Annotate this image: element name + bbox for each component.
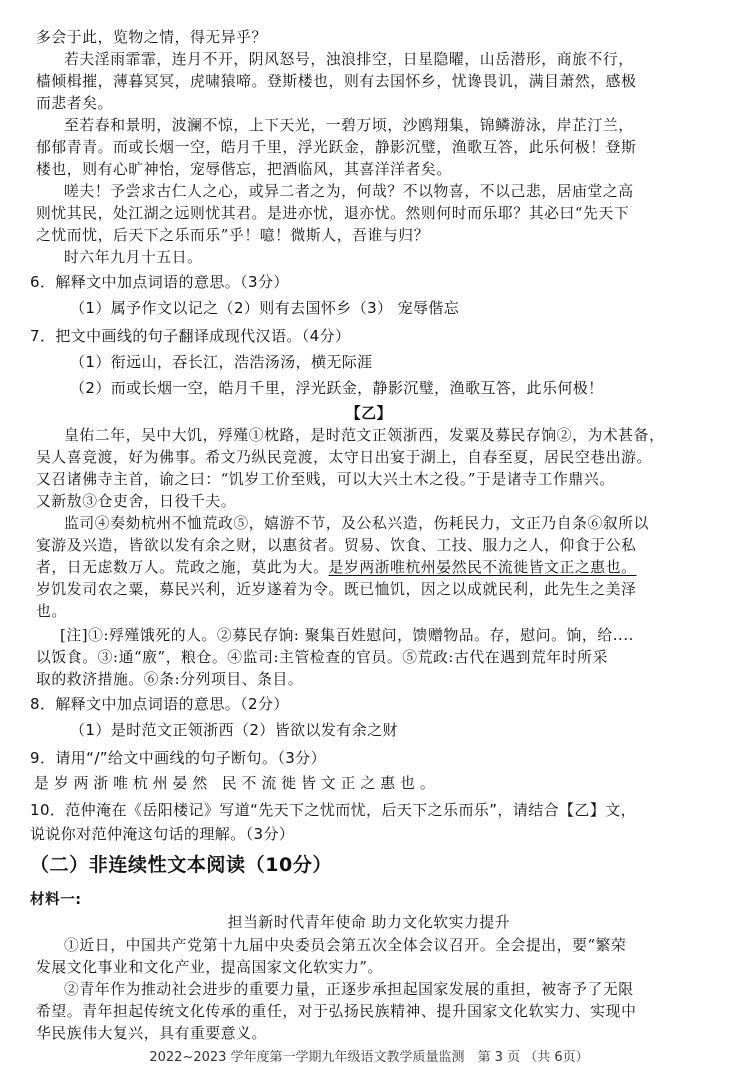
passage-b-line <box>36 557 637 579</box>
passage-a-line: 樯倾楫摧，薄暮冥冥，虎啸猿啼。登斯楼也，则有去国怀乡，忧谗畏讥，满目萧然，感极 <box>36 73 637 90</box>
material-1-line: 发展文化事业和文化产业，提高国家文化软实力”。 <box>36 959 383 976</box>
passage-b-line: 皇佑二年，吴中大饥，殍殣①枕路，是时范文正领浙西，发粟及募民存饷②，为术甚备， <box>64 427 665 444</box>
question-7-item-2: （2）而或长烟一空，皓月千里，浮光跃金，静影沉璧，渔歌互答，此乐何极！ <box>70 379 604 397</box>
passage-b-line: 又召诸佛寺主首，谕之曰：“饥岁工价至贱，可以大兴土木之役。”于是诸寺工作鼎兴。 <box>36 471 615 488</box>
passage-a-line: 则忧其民，处江湖之远则忧其君。是进亦忧，退亦忧。然则何时而乐耶？其必曰“先天下 <box>36 205 630 222</box>
question-9-sentence: 是岁两浙唯杭州晏然 民不流徙皆文正之惠也。 <box>34 775 440 792</box>
question-10-line: 说说你对范仲淹这句话的理解。（3分） <box>30 825 295 843</box>
passage-b-title: 【乙】 <box>345 405 393 422</box>
material-1-line: ②青年作为推动社会进步的重要力量，正逐步承担起国家发展的重担，被寄予了无限 <box>64 981 634 998</box>
section-2-title: （二）非连续性文本阅读（10分） <box>30 854 333 876</box>
notes-line: 取的救济措施。⑥条:分列项目、条目。 <box>36 671 304 688</box>
passage-b-line: 岁饥发司农之粟，募民兴利，近岁遂着为令。既已恤饥，因之以成就民利，此先生之美泽 <box>36 581 637 598</box>
passage-b-line: 又新敖③仓吏舍，日役千夫。 <box>36 493 237 510</box>
passage-b-text: 者，日无虑数万人。荒政之施，莫此为大。 <box>36 559 329 576</box>
passage-b-line: 也。 <box>36 603 67 620</box>
passage-a-line: 而悲者矣。 <box>36 95 113 112</box>
notes-line: [注]①:殍殣饿死的人。②募民存饷: 聚集百姓慰问，馈赠物品。存，慰问。饷，给.... <box>60 627 634 644</box>
question-6-items: （1）属予作文以记之（2）则有去国怀乡（3） 宠辱偕忘 <box>70 299 460 317</box>
notes-line: 以饭食。③:通“廒”，粮仓。④监司:主管检查的官员。⑤荒政:古代在遇到荒年时所采 <box>36 649 608 666</box>
passage-a-line: 至若春和景明，波澜不惊，上下天光，一碧万顷，沙鸥翔集，锦鳞游泳，岸芷汀兰， <box>64 117 634 134</box>
passage-b-line: 吴人喜竞渡，好为佛事。希文乃纵民竞渡，太守日出宴于湖上，自春至夏，居民空巷出游。 <box>36 449 652 466</box>
question-8-items: （1）是时范文正领浙西（2）皆欲以发有余之财 <box>70 721 398 739</box>
material-1-line: 华民族伟大复兴，具有重要意义。 <box>36 1025 267 1042</box>
passage-a-line: 郁郁青青。而或长烟一空，皓月千里，浮光跃金，静影沉璧，渔歌互答，此乐何极！登斯 <box>36 139 637 156</box>
question-7-item-1: （1）衔远山，吞长江，浩浩汤汤，横无际涯 <box>70 353 373 371</box>
question-6-stem: 6．解释文中加点词语的意思。（3分） <box>30 273 289 291</box>
page-footer: 2022~2023 学年度第一学期九年级语文教学质量监测 第 3 页 （共 6页） <box>149 1050 589 1065</box>
passage-a-line: 若夫淫雨霏霏，连月不开，阴风怒号，浊浪排空，日星隐曜，山岳潜形，商旅不行， <box>64 51 634 68</box>
passage-a-line: 多会于此，览物之情，得无异乎？ <box>36 29 267 46</box>
passage-a-line: 嗟夫！予尝求古仁人之心，或异二者之为，何哉？不以物喜，不以己悲，居庙堂之高 <box>64 183 634 200</box>
passage-a-line: 之忧而忧，后天下之乐而乐”乎！噫！微斯人，吾谁与归？ <box>36 227 430 244</box>
question-7-stem: 7．把文中画线的句子翻译成现代汉语。（4分） <box>30 327 351 345</box>
passage-b-line: 监司④奏劾杭州不恤荒政⑤，嬉游不节，及公私兴造，伤耗民力，文正乃自条⑥叙所以 <box>64 515 650 532</box>
passage-a-line: 时六年九月十五日。 <box>64 249 203 266</box>
material-1-label: 材料一: <box>30 892 82 908</box>
question-8-stem: 8．解释文中加点词语的意思。（2分） <box>30 695 289 713</box>
material-1-title: 担当新时代青年使命 助力文化软实力提升 <box>227 914 511 931</box>
passage-a-line: 楼也，则有心旷神怡，宠辱偕忘，把酒临风，其喜洋洋者矣。 <box>36 161 452 178</box>
material-1-line: ①近日，中国共产党第十九届中央委员会第五次全体会议召开。全会提出，要“繁荣 <box>64 937 627 954</box>
underlined-sentence: 是岁两浙唯杭州晏然民不流徙皆文正之惠也。 <box>328 559 637 576</box>
question-9-stem: 9．请用“/”给文中画线的句子断句。（3分） <box>30 749 326 767</box>
question-10-line: 10．范仲淹在《岳阳楼记》写道“先天下之忧而忧，后天下之乐而乐”，请结合【乙】文， <box>30 801 637 819</box>
passage-b-line: 宴游及兴造，皆欲以发有余之财，以惠贫者。贸易、饮食、工技、服力之人，仰食于公私 <box>36 537 637 554</box>
material-1-line: 希望。青年担起传统文化传承的重任，对于弘扬民族精神、提升国家文化软实力、实现中 <box>36 1003 637 1020</box>
